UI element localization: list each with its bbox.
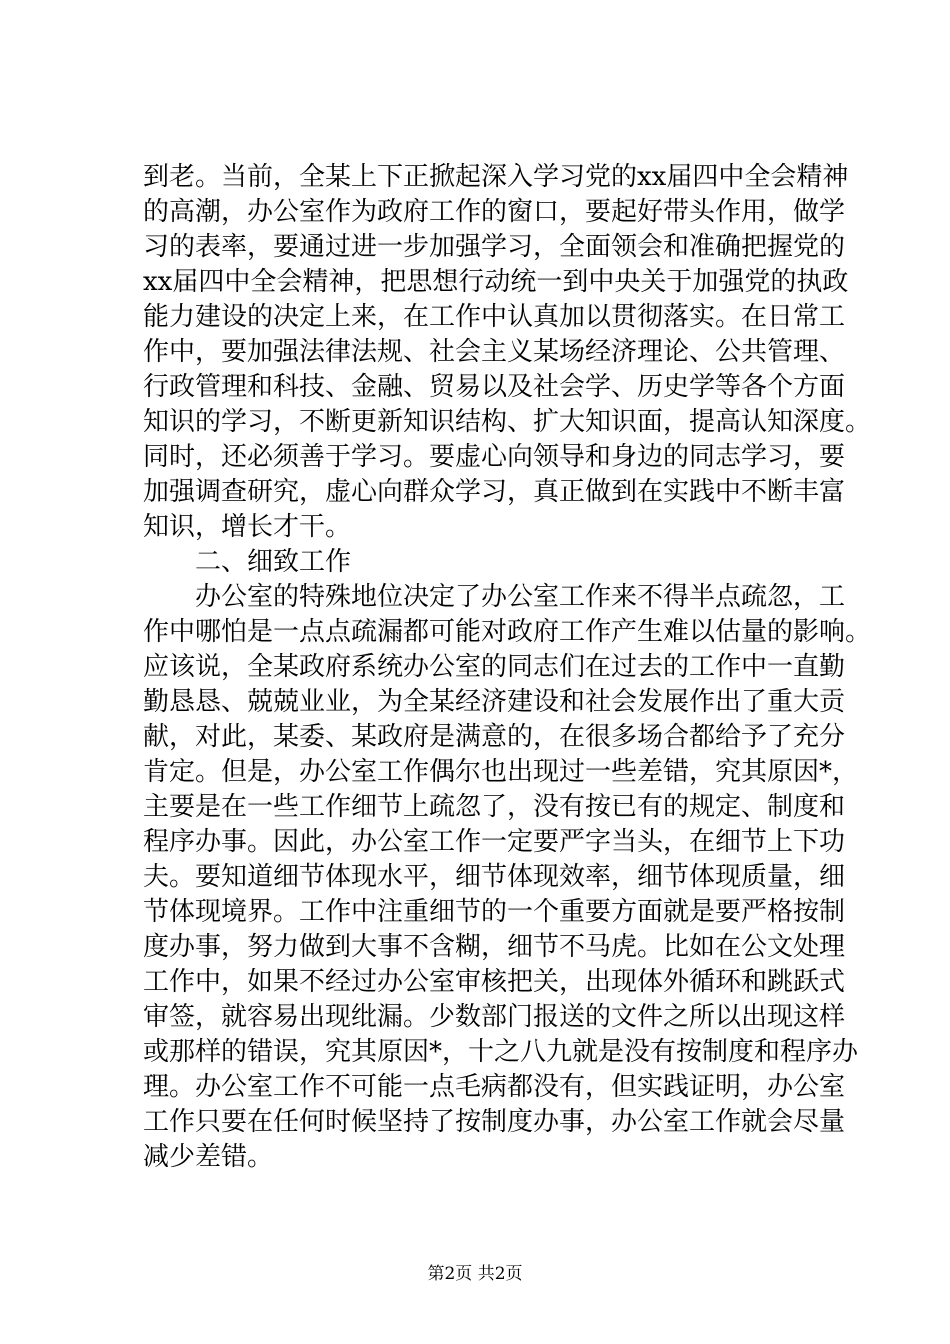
text-line: 作中哪怕是一点点疏漏都可能对政府工作产生难以估量的影响。 [143,617,872,647]
text-line: 或那样的错误，究其原因*，十之八九就是没有按制度和程序办 [143,1037,859,1067]
text-line: 作中，要加强法律法规、社会主义某场经济理论、公共管理、 [143,337,846,367]
text-line: 肯定。但是，办公室工作偶尔也出现过一些差错，究其原因*， [143,757,859,787]
text-line: 办公室的特殊地位决定了办公室工作来不得半点疏忽，工 [143,582,846,612]
text-line: 勤恳恳、兢兢业业，为全某经济建设和社会发展作出了重大贡 [143,687,846,717]
text-line: 理。办公室工作不可能一点毛病都没有，但实践证明，办公室 [143,1072,846,1102]
text-line: 度办事，努力做到大事不含糊，细节不马虎。比如在公文处理 [143,932,846,962]
text-line: 主要是在一些工作细节上疏忽了，没有按已有的规定、制度和 [143,792,846,822]
text-line: 行政管理和科技、金融、贸易以及社会学、历史学等各个方面 [143,372,846,402]
text-line: 应该说，全某政府系统办公室的同志们在过去的工作中一直勤 [143,652,846,682]
text-line: 知识，增长才干。 [143,512,352,542]
page-footer: 第2页 共2页 [427,1264,523,1284]
text-line: 到老。当前，全某上下正掀起深入学习党的xx届四中全会精神 [143,162,849,192]
text-line: 能力建设的决定上来，在工作中认真加以贯彻落实。在日常工 [143,302,846,332]
text-line: 加强调查研究，虚心向群众学习，真正做到在实践中不断丰富 [143,477,846,507]
text-line: 习的表率，要通过进一步加强学习，全面领会和准确把握党的 [143,232,846,262]
text-line: 同时，还必须善于学习。要虚心向领导和身边的同志学习，要 [143,442,846,472]
text-line: 工作只要在任何时候坚持了按制度办事，办公室工作就会尽量 [143,1107,846,1137]
text-line: 夫。要知道细节体现水平，细节体现效率，细节体现质量，细 [143,862,846,892]
text-line: 知识的学习，不断更新知识结构、扩大知识面，提高认知深度。 [143,407,872,437]
section-heading: 二、细致工作 [143,547,352,577]
text-line: 工作中，如果不经过办公室审核把关，出现体外循环和跳跃式 [143,967,846,997]
text-line: 减少差错。 [143,1142,274,1172]
text-line: 节体现境界。工作中注重细节的一个重要方面就是要严格按制 [143,897,846,927]
text-line: 审签，就容易出现纰漏。少数部门报送的文件之所以出现这样 [143,1002,846,1032]
body-text [143,160,872,1175]
text-line: 的高潮，办公室作为政府工作的窗口，要起好带头作用，做学 [143,197,846,227]
text-line: 程序办事。因此，办公室工作一定要严字当头，在细节上下功 [143,827,846,857]
text-line: xx届四中全会精神，把思想行动统一到中央关于加强党的执政 [143,267,849,297]
text-line: 献，对此，某委、某政府是满意的，在很多场合都给予了充分 [143,722,846,752]
